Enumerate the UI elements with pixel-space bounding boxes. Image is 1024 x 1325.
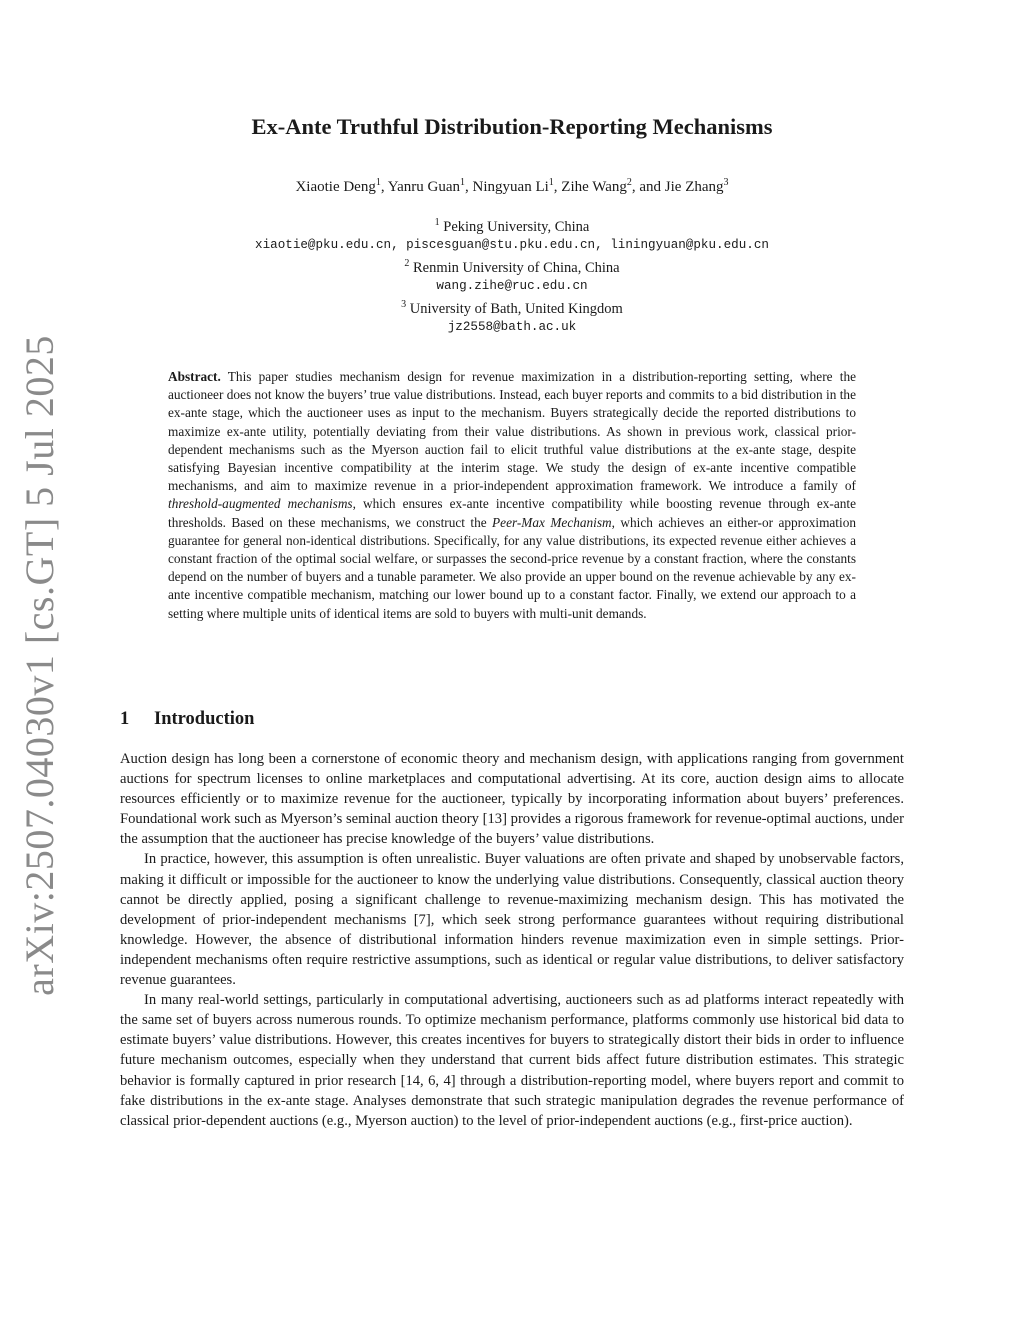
section-title: Introduction — [154, 709, 255, 729]
affiliation-emails[interactable]: xiaotie@pku.edu.cn, piscesguan@stu.pku.edu.cn, liningyuan@pku.edu.cn — [255, 238, 769, 253]
affiliation-list — [120, 214, 904, 337]
author-name: Xiaotie Deng — [295, 179, 376, 195]
author-name: Ningyuan Li — [472, 179, 549, 195]
author-separator: , — [465, 179, 473, 195]
affiliation-name: Renmin University of China, China — [413, 259, 620, 276]
affiliation-name: University of Bath, United Kingdom — [409, 300, 623, 317]
abstract-label: Abstract. — [168, 369, 221, 384]
author-affiliation-mark: 2 — [626, 177, 632, 188]
body-paragraph: In many real-world settings, particularly in computational advertising, auctioneers such as ad platforms interact repeatedly with the same set of buyers across numerous rounds. To optimize mechanism performance, platforms commonly use historical bid data to estimate buyers’ value distributions. However, this creates incentives for buyers to strategically distort their bids in order to influence future mechanism outcomes, especially when they understand that current bids affect future distribution estimates. This strategic behavior is formally captured in prior research [14, 6, 4] through a distribution-reporting model, where buyers report and commit to fake distributions in the ex-ante stage. Analyses demonstrate that such strategic manipulation degrades the revenue performance of classical prior-dependent auctions (e.g., Myerson auction) to the level of prior-independent auctions (e.g., first-price auction). — [120, 992, 904, 1129]
body-paragraph: In practice, however, this assumption is often unrealistic. Buyer valuations are often private and shaped by unobservable factors, making it difficult or impossible for the auctioneer to know the underlying value distributions. Consequently, classical auction theory cannot be directly applied, posing a significant challenge to revenue-maximizing mechanism design. This has motivated the development of prior-independent mechanisms [7], which seek strong performance guarantees without requiring distributional knowledge. However, the absence of distributional information hinders revenue maximization even in simple settings. Prior-independent mechanisms often require restrictive assumptions, such as identical or regular value distributions, to deliver satisfactory revenue guarantees. — [120, 851, 904, 989]
affiliation — [120, 296, 904, 318]
abstract — [168, 368, 856, 623]
section-body — [120, 749, 904, 1131]
abstract-emphasis: threshold-augmented mechanisms — [168, 496, 353, 512]
author-affiliation-mark: 1 — [548, 177, 554, 188]
affiliation-mark: 2 — [404, 258, 410, 270]
affiliation-name: Peking University, China — [443, 218, 590, 235]
body-paragraph: Auction design has long been a cornerstone of economic theory and mechanism design, with applications ranging from government auctions for spectrum licenses to online marketplaces and computational advertising. At its core, auction design aims to allocate resources efficiently or to maximize revenue for the auctioneer, typically by incorporating information about buyers’ preferences. Foundational work such as Myerson’s seminal auction theory [13] provides a rigorous framework for revenue-optimal auctions, under the assumption that the auctioneer has precise knowledge of the buyers’ value distributions. — [120, 751, 904, 848]
abstract-text: This paper studies mechanism design for revenue maximization in a distribution-reporting setting, where the auctioneer does not know the buyers’ true value distributions. Instead, each buyer reports and commits to a bid distribution in the ex-ante stage, which the auctioneer uses as input to the mechanism. Buyers strategically decide the reported distributions to maximize ex-ante utility, potentially deviating from their value distributions. As shown in previous work, classical prior-dependent mechanisms such as the Myerson auction fail to elicit truthful value distributions at the ex-ante stage, despite satisfying Bayesian incentive compatibility at the interim stage. We study the design of ex-ante incentive compatible mechanisms, and aim to maximize revenue in a prior-independent approximation framework. We introduce a family of — [168, 369, 856, 494]
affiliation-emails[interactable]: jz2558@bath.ac.uk — [447, 320, 577, 335]
author-separator: , — [380, 179, 388, 195]
affiliation-mark: 1 — [434, 217, 440, 228]
abstract-text: , which achieves an either-or approximation guarantee for general non-identical distributions. Specifically, for any value distributions, its expected revenue either achieves a constant fraction of the optimal social welfare, or surpasses the second-price revenue by a constant fraction, where the constants depend on the number of buyers and a tunable parameter. We also provide an upper bound on the revenue achievable by any ex-ante incentive compatible mechanism, matching our lower bound up to a constant factor. Finally, we extend our approach to a setting where multiple units of identical items are sold to buyers with multi-unit demands. — [168, 514, 856, 621]
abstract-text: , which ensures ex-ante incentive compatibility while boosting revenue through ex-ante thresholds. Based on these mechanisms, we construct the — [168, 496, 856, 530]
affiliation-emails[interactable]: wang.zihe@ruc.edu.cn — [436, 279, 588, 294]
affiliation — [120, 255, 904, 277]
section-number: 1 — [120, 709, 130, 729]
paper-title: Ex-Ante Truthful Distribution-Reporting Mechanisms — [251, 114, 773, 139]
abstract-emphasis: Peer-Max Mechanism — [492, 514, 612, 530]
affiliation — [120, 214, 904, 236]
author-separator: , — [553, 179, 562, 195]
author-affiliation-mark: 1 — [375, 177, 381, 188]
author-separator: , and — [631, 179, 665, 195]
author-name: Zihe Wang — [561, 179, 627, 195]
author-name: Jie Zhang — [664, 179, 724, 195]
author-affiliation-mark: 1 — [460, 177, 466, 188]
author-name: Yanru Guan — [387, 179, 461, 195]
affiliation-mark: 3 — [401, 299, 407, 311]
arxiv-watermark — [8, 334, 70, 996]
section-heading — [120, 709, 254, 730]
author-list — [120, 177, 904, 196]
author-affiliation-mark: 3 — [723, 177, 729, 188]
arxiv-id: arXiv:2507.04030v1 [cs.GT] 5 Jul 2025 — [16, 334, 62, 996]
